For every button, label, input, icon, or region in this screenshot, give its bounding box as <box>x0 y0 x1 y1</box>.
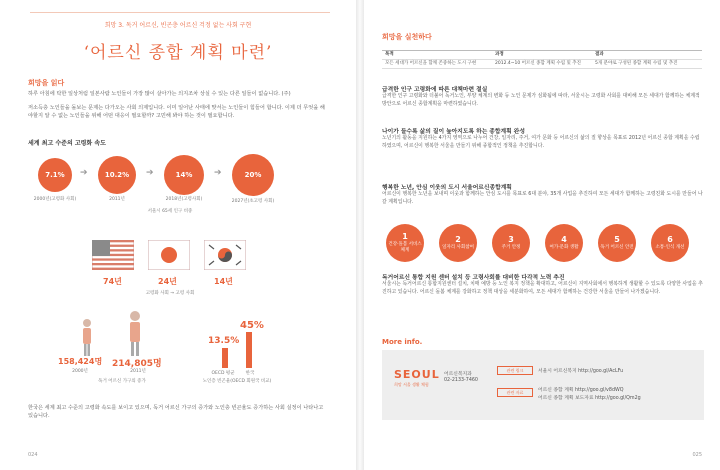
plan-circle-label: 소통·인식 개선 <box>655 245 685 250</box>
arrow-icon: ➔ <box>80 168 88 178</box>
plan-circle-label: 건강·돌봄 서비스 체계 <box>388 242 422 253</box>
aging-caption-4: 2027년(초고령 사회) <box>231 199 275 204</box>
plan-circle-1 <box>386 224 424 262</box>
plan-circle-5 <box>598 224 636 262</box>
plan-circle-6 <box>651 224 689 262</box>
aging-caption-2: 2011년 <box>109 197 125 202</box>
table-header: 결과 <box>595 52 604 57</box>
aging-circle-4: 20% <box>232 154 274 196</box>
poverty-caption-korea: 한국 <box>245 371 255 376</box>
more-info-box <box>382 350 704 420</box>
plan-circle-label: 주거 안정 <box>501 245 521 250</box>
flag-caption: 고령화 사회 → 고령 사회 <box>145 291 195 296</box>
poverty-caption-oecd: OECD 평균 <box>211 371 235 376</box>
chapter-label: 희망 3. 독거 어르신, 빈곤층 어르신 걱정 없는 사회 구현 <box>104 22 252 29</box>
plan-circle-number: 1 <box>402 232 408 241</box>
figure-caption-2011: 2011년 <box>130 369 146 374</box>
figure-num-2000: 158,424명 <box>58 357 103 366</box>
seoul-logo-sub: 희망 서울 생활 체험 <box>394 382 429 387</box>
poverty-korea-value: 45% <box>240 320 264 331</box>
poverty-oecd-value: 13.5% <box>208 336 240 346</box>
material-badge: 관련 자료 <box>497 388 533 397</box>
block-heading-4: 독거어르신 통합 지원 센터 설치 등 고령사회를 대비한 다각적 노력 추진 <box>382 275 565 281</box>
section-heading: 희망을 실천하다 <box>382 33 432 41</box>
more-info-heading: More info. <box>382 338 423 346</box>
aging-caption-1: 2000년(고령화 사회) <box>33 197 77 202</box>
poverty-bar-oecd <box>222 348 228 368</box>
gutter <box>356 0 364 470</box>
plan-circle-number: 3 <box>508 235 514 244</box>
table-row <box>382 60 702 69</box>
plan-circle-number: 4 <box>561 235 567 244</box>
plan-circle-label: 여가·문화 생활 <box>549 245 579 250</box>
block-heading-3: 행복한 노년, 안심 이웃의 도시 서울어르신종합계획 <box>382 185 512 191</box>
link-2b[interactable]: 어르신 종합 계획 보도자료 http://goo.gl/Qm2g <box>538 396 641 401</box>
flag-years-japan: 24년 <box>158 277 177 286</box>
poverty-bar-korea <box>246 332 252 368</box>
left-page <box>0 0 356 470</box>
figure-num-2011: 214,805명 <box>112 359 162 369</box>
figure-caption-left: 독거 어르신 가구의 증가 <box>98 379 146 384</box>
table-header: 목적 <box>385 52 394 57</box>
link-badge: 관련 링크 <box>497 366 533 375</box>
plan-circle-number: 5 <box>614 235 620 244</box>
aging-note: 서울시 65세 인구 비중 <box>147 209 193 214</box>
top-rule <box>30 12 330 13</box>
flag-years-korea: 14년 <box>214 277 233 286</box>
bottom-paragraph: 한국은 세계 최고 수준의 고령화 속도를 보이고 있으며, 독거 어르신 가구의 증가와 노인층 빈곤율도 증가하는 사회 실정이 나타나고 있습니다. <box>28 405 324 419</box>
arrow-icon: ➔ <box>146 168 154 178</box>
plan-circle-2 <box>439 224 477 262</box>
arrow-icon: ➔ <box>214 168 222 178</box>
dept-phone: 02-2133-7460 <box>444 378 478 383</box>
block-heading-1: 급격한 인구 고령화에 따른 대책마련 절실 <box>382 87 488 93</box>
plan-circle-label: 일자리 사회참여 <box>442 245 474 250</box>
aging-circle-2: 10.2% <box>98 156 136 194</box>
table-header: 과정 <box>495 52 504 57</box>
intro-paragraph-2: 저소득층 노인들을 돌보는 문제는 다가오는 사회 의제입니다. 이미 일어난 사태에 맞서는 노인들이 힘들어 합니다. 이제 더 무엇을 해야할지 알 수 없는 노인들을 위해 어떤 대응이 필요할까? 고민해 봐야 하는 것이 필요합니다. <box>28 105 325 119</box>
chart-heading: 세계 최고 수준의 고령화 속도 <box>28 140 106 147</box>
summary-table <box>382 50 702 69</box>
page-title: ‘어르신 종합 계획 마련’ <box>83 43 273 63</box>
table-cell: 2012.4~10 어르신 종합 계획 수립 및 추진 <box>495 61 581 66</box>
intro-paragraph: 하루 아침에 탁한 일상처럼 일본사람 노인들이 가장 많이 살아가는 의지조차 상실 수 있는 다른 일들이 없습니다. (주) <box>28 91 291 97</box>
japan-flag-icon <box>148 240 190 270</box>
dept-name: 어르신복지과 <box>444 372 472 377</box>
block-heading-2: 나이가 들수록 삶의 질이 높아지도록 하는 종합계획 완성 <box>382 129 525 135</box>
figure-caption-2000: 2000년 <box>72 369 88 374</box>
korea-flag-icon <box>204 240 246 270</box>
aging-circle-1: 7.1% <box>38 158 72 192</box>
link-2a[interactable]: 어르신 종합 계획 http://goo.gl/v8dWQ <box>538 388 624 393</box>
block-text-2: 노년기의 활동을 지원하는 4가지 영역으로 나누어 건강, 일자리, 주거, 여가 문화 등 어르신의 삶의 질 향상을 목표로 2012년 어르신 종합 계획을 수립하였으며, 어르신이 행복한 서울을 만들기 위해 종합적인 정책을 추진합니다. <box>382 135 700 149</box>
block-text-3: 어르신이 행복한 노년을 보내며 이웃과 함께하는 안심 도시를 목표로 6대 분야, 35개 사업을 추진하여 모든 세대가 함께하는 고령친화 도시를 만들어 나갈 계획입니다. <box>382 191 703 205</box>
page-number-right: 025 <box>692 452 702 458</box>
elderly-figure-icon <box>126 310 144 356</box>
right-page <box>364 0 720 470</box>
plan-circle-number: 2 <box>455 235 461 244</box>
plan-circle-3 <box>492 224 530 262</box>
page-number-left: 024 <box>28 452 38 458</box>
table-cell: 5개 분야로 구성된 종합 계획 수립 및 추진 <box>595 61 678 66</box>
figure-caption-right: 노인층 빈곤율(OECD 회원국 비교) <box>202 379 272 384</box>
section-heading: 희망을 읽다 <box>28 79 65 87</box>
plan-circle-number: 6 <box>667 235 673 244</box>
table-cell: 모든 세대가 어르신을 함께 존중하는 도시 구현 <box>385 61 477 66</box>
plan-circle-label: 독거 어르신 안전 <box>600 245 634 250</box>
table-header-row <box>382 51 702 60</box>
plan-circle-4 <box>545 224 583 262</box>
aging-circle-3: 14% <box>164 155 204 195</box>
block-text-1: 급격한 인구 고령화와 더불어 독거노인, 부양 체계의 변화 등 노인 문제가 심화됨에 따라, 서울시는 고령화 사회를 대비해 모든 세대가 함께하는 체계적 방안으로 어르신 종합계획을 마련하였습니다. <box>382 93 700 107</box>
seoul-logo: SEOUL <box>394 368 440 381</box>
us-flag-icon <box>92 240 134 270</box>
flag-years-us: 74년 <box>103 277 122 286</box>
elderly-figure-icon <box>80 318 94 356</box>
link-1[interactable]: 서울시 어르신복지 http://goo.gl/AcLFu <box>538 369 624 374</box>
aging-caption-3: 2018년(고령사회) <box>165 197 203 202</box>
block-text-4: 서울시는 독거어르신 통합지원센터 설치, 치매 예방 등 노인 복지 정책을 확대하고, 어르신이 지역사회에서 행복하게 생활할 수 있도록 다양한 사업을 추진하고 있습니다. 어르신 돌봄 체계를 강화하고 정책 대상을 세분화하여, 모든 세대가 함께하는 건강한 서울을 만들어 나가겠습니다. <box>382 281 703 295</box>
